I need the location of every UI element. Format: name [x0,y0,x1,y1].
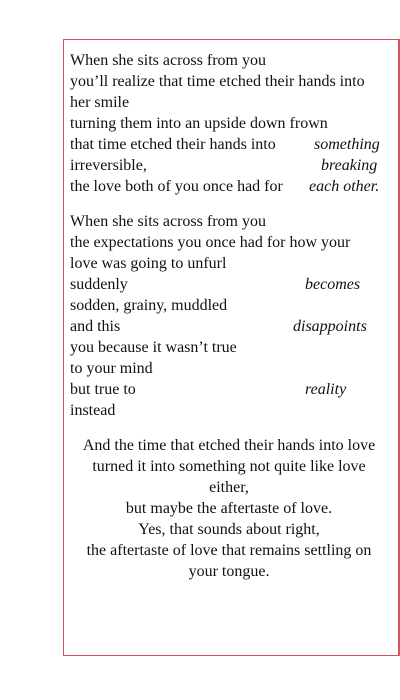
poem-line [70,113,390,134]
italic-word: breaking [321,157,378,174]
stanza-3 [70,435,388,582]
poem-line [70,50,390,71]
line-text: to your mind [70,360,153,377]
poem-line [70,498,388,519]
line-text: sodden, grainy, muddled [70,297,228,314]
poem-line [70,561,388,582]
line-text: turning them into an upside down frown [70,115,328,132]
poem-line [70,435,388,456]
poem-line [70,232,390,253]
line-text: and this [70,318,121,335]
poem-line [70,176,390,197]
poem-line [70,358,390,379]
poem-line [70,337,390,358]
line-text: When she sits across from you [70,52,266,69]
poem-line [70,519,388,540]
poem-line [70,92,390,113]
poem-line [70,540,388,561]
line-text: the expectations you once had for how your [70,234,351,251]
line-text: but true to [70,381,136,398]
line-text: you’ll realize that time etched their hands into [70,73,365,90]
line-text: but maybe the aftertaste of love. [125,500,333,517]
line-text: her smile [70,94,130,111]
line-text: When she sits across from you [70,213,266,230]
line-text: the aftertaste of love that remains settling on [86,542,372,559]
poem-line [70,71,390,92]
poem-line [70,477,388,498]
poem-line [70,134,390,155]
line-text: that time etched their hands into [70,136,276,153]
line-text: love was going to unfurl [70,255,227,272]
stanza-2 [70,211,390,421]
stanza-1 [70,50,390,197]
line-text: And the time that etched their hands into love [82,437,376,454]
poem-line [70,400,390,421]
poem-line [70,274,390,295]
poem-line [70,295,390,316]
line-text: irreversible, [70,157,147,174]
line-text: the love both of you once had for [70,178,283,195]
poem-line [70,379,390,400]
line-text: turned it into something not quite like love [92,458,366,475]
poem-line [70,211,390,232]
line-text: instead [70,402,116,419]
poem-line [70,316,390,337]
poem-line [70,253,390,274]
line-text: you because it wasn’t true [70,339,237,356]
italic-word: something [314,136,380,153]
line-text: suddenly [70,276,128,293]
italic-word: reality [305,381,347,398]
poem-line [70,456,388,477]
poem [70,50,390,582]
line-text: either, [209,479,249,496]
italic-word: each other. [309,178,380,195]
italic-word: becomes [305,276,361,293]
line-text: your tongue. [188,563,270,580]
line-text: Yes, that sounds about right, [138,521,320,538]
italic-word: disappoints [293,318,367,335]
poem-line [70,155,390,176]
